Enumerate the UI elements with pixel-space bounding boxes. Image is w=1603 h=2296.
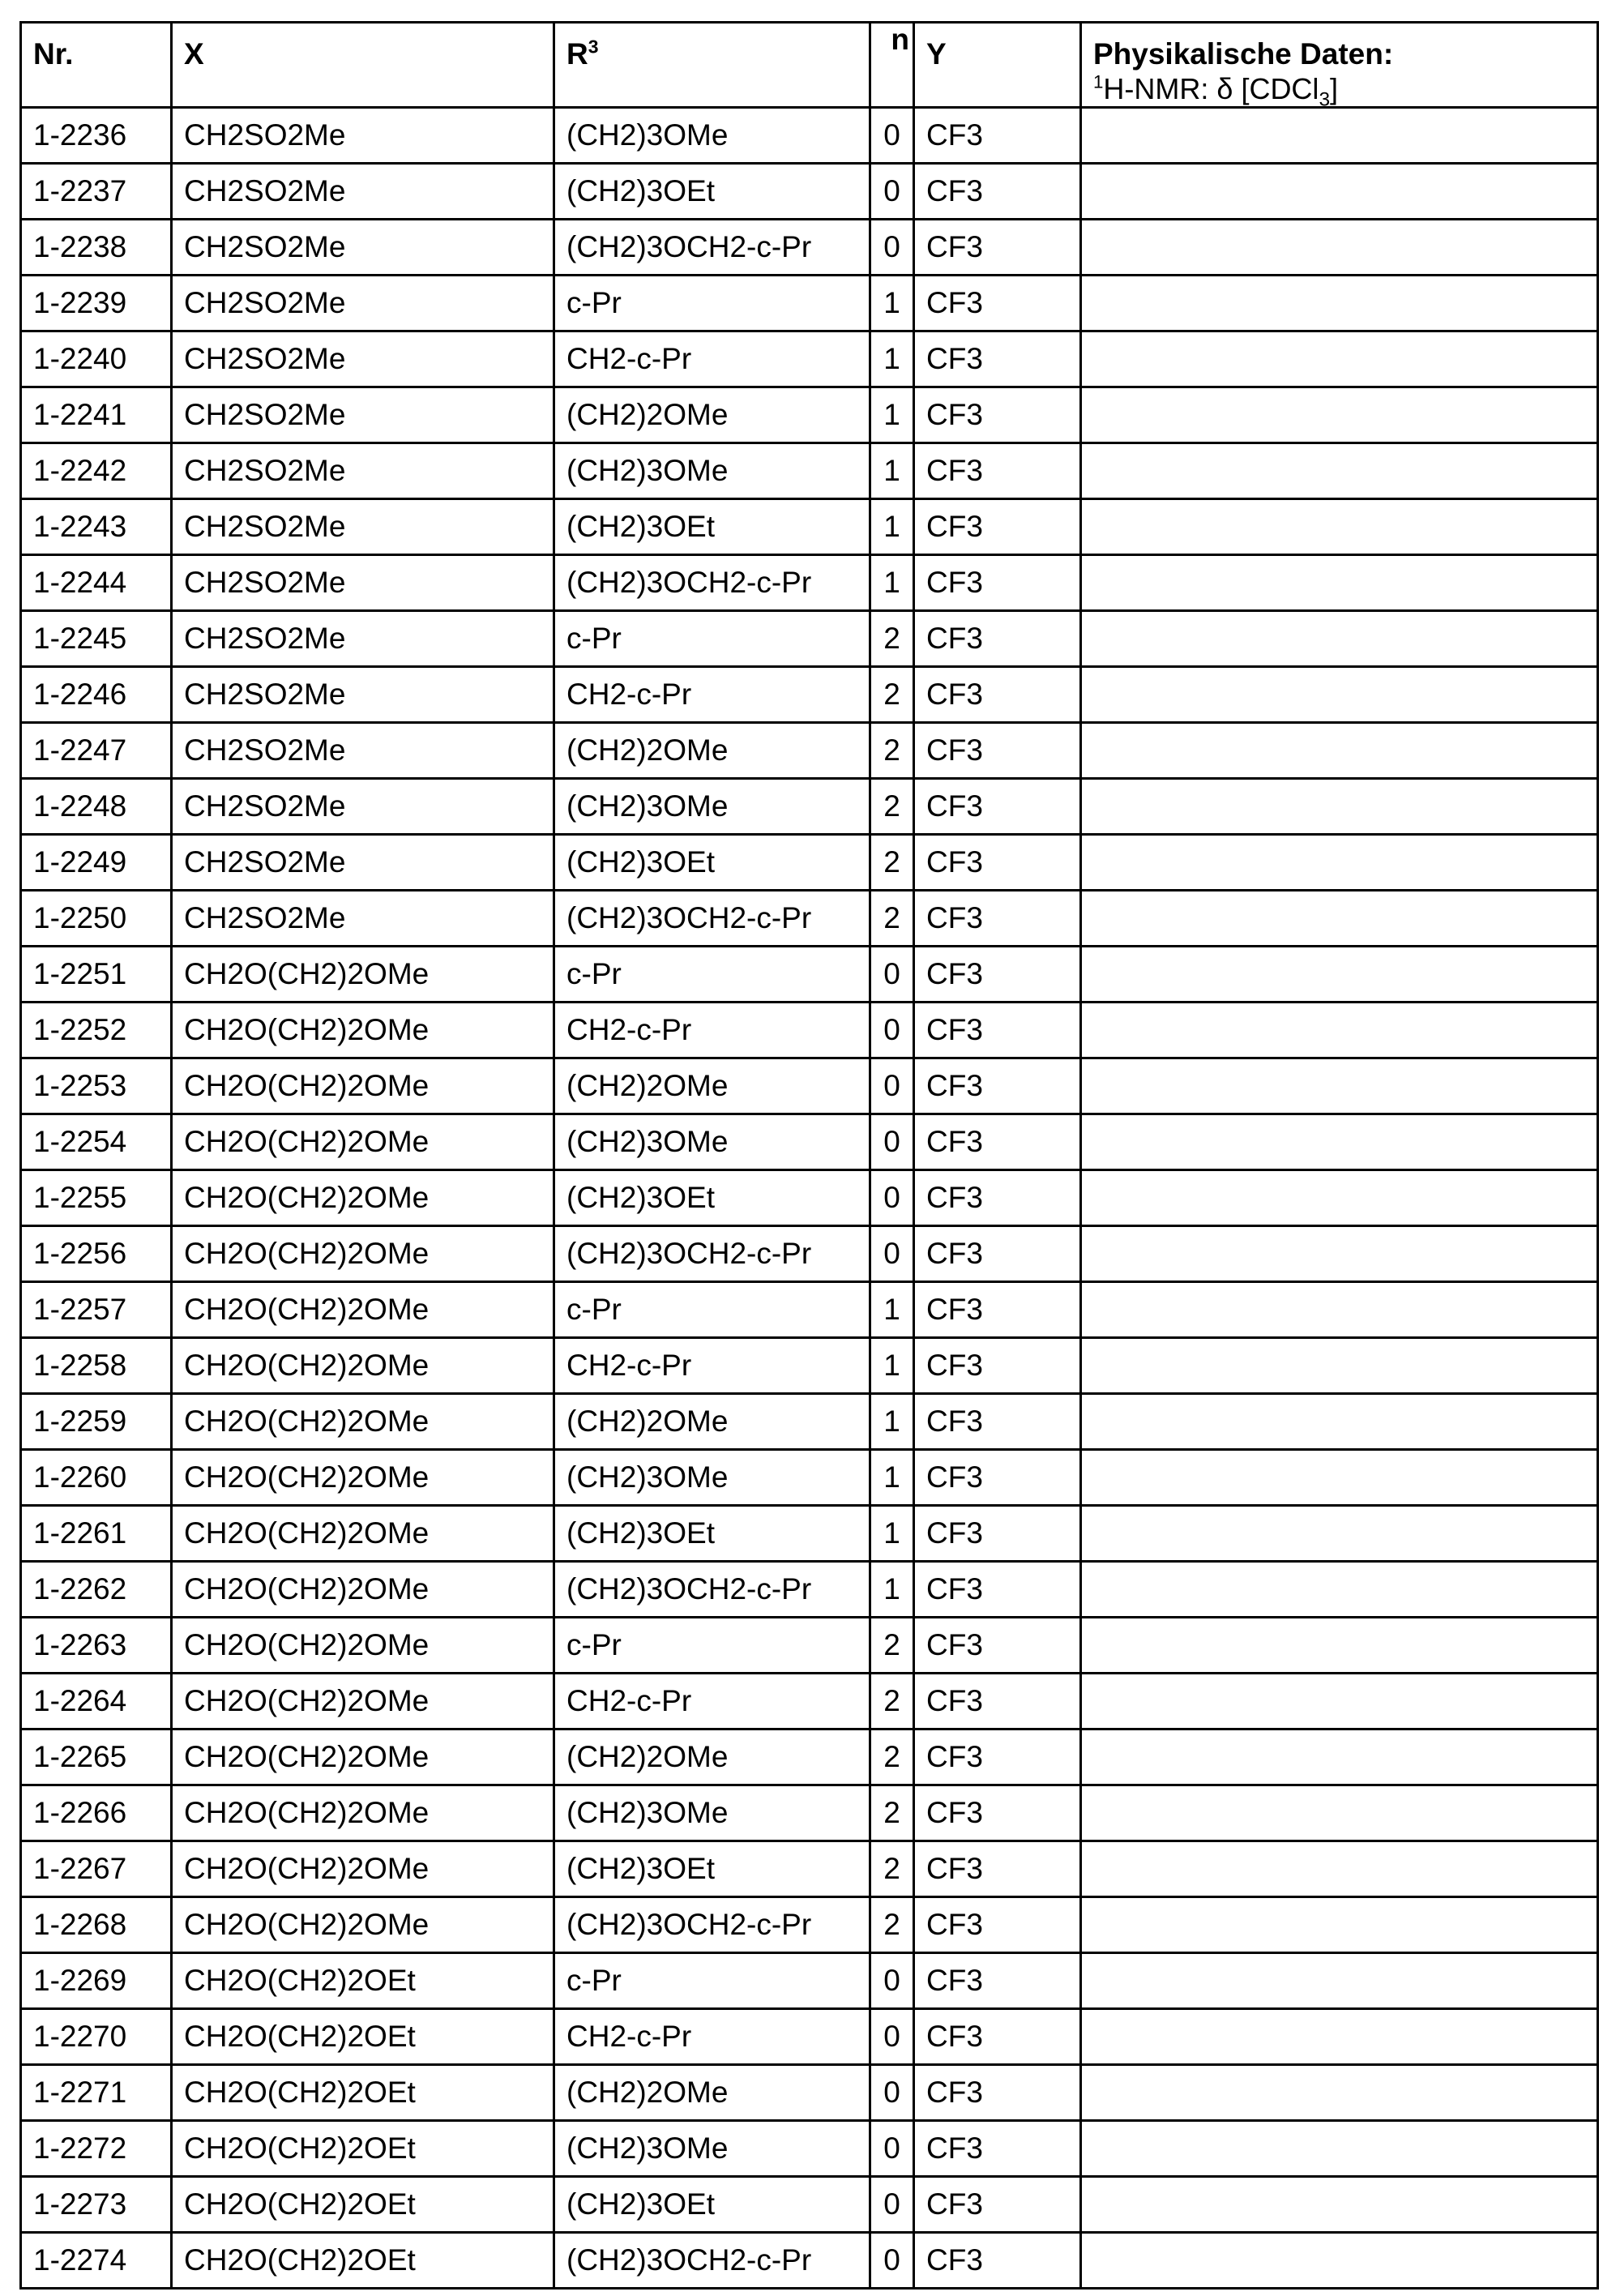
cell-r3: (CH2)2OMe <box>554 1729 870 1785</box>
cell-r3: (CH2)3OEt <box>554 499 870 555</box>
header-row <box>21 23 1598 108</box>
table-row <box>21 499 1598 555</box>
cell-physical-data <box>1081 1003 1598 1058</box>
cell-physical-data <box>1081 2177 1598 2233</box>
cell-y: CF3 <box>914 1282 1081 1338</box>
table-row <box>21 1058 1598 1114</box>
cell-physical-data <box>1081 2009 1598 2065</box>
cell-n: 2 <box>870 611 914 667</box>
cell-nr: 1-2274 <box>21 2233 172 2289</box>
cell-x: CH2SO2Me <box>172 555 554 611</box>
cell-nr: 1-2272 <box>21 2121 172 2177</box>
cell-x: CH2SO2Me <box>172 499 554 555</box>
cell-r3: CH2-c-Pr <box>554 331 870 387</box>
table-row <box>21 2065 1598 2121</box>
cell-y: CF3 <box>914 1226 1081 1282</box>
cell-y: CF3 <box>914 1170 1081 1226</box>
cell-r3: (CH2)2OMe <box>554 1394 870 1450</box>
header-physical-data <box>1081 23 1598 108</box>
cell-x: CH2SO2Me <box>172 387 554 443</box>
cell-nr: 1-2257 <box>21 1282 172 1338</box>
cell-nr: 1-2243 <box>21 499 172 555</box>
cell-physical-data <box>1081 1338 1598 1394</box>
cell-r3: (CH2)3OEt <box>554 1841 870 1897</box>
cell-n: 0 <box>870 164 914 220</box>
header-r3-base: R <box>566 37 588 71</box>
cell-x: CH2SO2Me <box>172 331 554 387</box>
cell-y: CF3 <box>914 1841 1081 1897</box>
cell-n: 0 <box>870 2177 914 2233</box>
cell-nr: 1-2267 <box>21 1841 172 1897</box>
cell-y: CF3 <box>914 1338 1081 1394</box>
cell-n: 1 <box>870 276 914 331</box>
cell-nr: 1-2252 <box>21 1003 172 1058</box>
cell-n: 1 <box>870 443 914 499</box>
cell-r3: (CH2)3OCH2-c-Pr <box>554 2233 870 2289</box>
cell-y: CF3 <box>914 891 1081 947</box>
table-row <box>21 611 1598 667</box>
cell-n: 0 <box>870 220 914 276</box>
cell-r3: c-Pr <box>554 611 870 667</box>
cell-x: CH2O(CH2)2OMe <box>172 1562 554 1618</box>
cell-r3: CH2-c-Pr <box>554 1003 870 1058</box>
cell-r3: (CH2)2OMe <box>554 1058 870 1114</box>
cell-y: CF3 <box>914 1562 1081 1618</box>
cell-x: CH2O(CH2)2OMe <box>172 1450 554 1506</box>
cell-n: 0 <box>870 1003 914 1058</box>
cell-x: CH2O(CH2)2OEt <box>172 2065 554 2121</box>
table-row <box>21 443 1598 499</box>
cell-y: CF3 <box>914 2065 1081 2121</box>
cell-physical-data <box>1081 1450 1598 1506</box>
cell-nr: 1-2239 <box>21 276 172 331</box>
cell-x: CH2O(CH2)2OMe <box>172 947 554 1003</box>
cell-physical-data <box>1081 164 1598 220</box>
cell-x: CH2O(CH2)2OMe <box>172 1170 554 1226</box>
table-row <box>21 1114 1598 1170</box>
cell-nr: 1-2261 <box>21 1506 172 1562</box>
cell-nr: 1-2238 <box>21 220 172 276</box>
cell-nr: 1-2249 <box>21 835 172 891</box>
cell-nr: 1-2237 <box>21 164 172 220</box>
cell-nr: 1-2264 <box>21 1674 172 1729</box>
compound-table <box>19 21 1599 2290</box>
nmr-sub: 3 <box>1319 88 1330 107</box>
cell-n: 1 <box>870 1450 914 1506</box>
cell-x: CH2O(CH2)2OMe <box>172 1114 554 1170</box>
cell-physical-data <box>1081 1282 1598 1338</box>
cell-x: CH2O(CH2)2OMe <box>172 1841 554 1897</box>
table-row <box>21 1338 1598 1394</box>
table-row <box>21 331 1598 387</box>
cell-y: CF3 <box>914 164 1081 220</box>
cell-n: 2 <box>870 779 914 835</box>
cell-r3: (CH2)3OMe <box>554 443 870 499</box>
cell-x: CH2O(CH2)2OMe <box>172 1058 554 1114</box>
cell-y: CF3 <box>914 667 1081 723</box>
cell-physical-data <box>1081 835 1598 891</box>
cell-r3: (CH2)3OMe <box>554 1785 870 1841</box>
cell-y: CF3 <box>914 1897 1081 1953</box>
cell-r3: (CH2)3OCH2-c-Pr <box>554 555 870 611</box>
cell-x: CH2SO2Me <box>172 611 554 667</box>
cell-y: CF3 <box>914 220 1081 276</box>
header-r3-sup: 3 <box>588 36 599 57</box>
cell-n: 0 <box>870 947 914 1003</box>
table-row <box>21 1897 1598 1953</box>
header-r3 <box>554 23 870 108</box>
cell-physical-data <box>1081 947 1598 1003</box>
table-row <box>21 1785 1598 1841</box>
cell-n: 2 <box>870 667 914 723</box>
cell-x: CH2O(CH2)2OEt <box>172 2233 554 2289</box>
cell-n: 2 <box>870 1841 914 1897</box>
cell-y: CF3 <box>914 1729 1081 1785</box>
cell-nr: 1-2258 <box>21 1338 172 1394</box>
cell-y: CF3 <box>914 1618 1081 1674</box>
cell-x: CH2SO2Me <box>172 220 554 276</box>
cell-r3: c-Pr <box>554 947 870 1003</box>
cell-nr: 1-2245 <box>21 611 172 667</box>
cell-physical-data <box>1081 1170 1598 1226</box>
cell-n: 2 <box>870 1618 914 1674</box>
cell-y: CF3 <box>914 387 1081 443</box>
cell-y: CF3 <box>914 1003 1081 1058</box>
cell-y: CF3 <box>914 611 1081 667</box>
table-row <box>21 667 1598 723</box>
cell-nr: 1-2242 <box>21 443 172 499</box>
cell-r3: CH2-c-Pr <box>554 1674 870 1729</box>
cell-r3: CH2-c-Pr <box>554 2009 870 2065</box>
cell-y: CF3 <box>914 2009 1081 2065</box>
header-y: Y <box>914 23 1081 108</box>
table-row <box>21 1170 1598 1226</box>
cell-nr: 1-2259 <box>21 1394 172 1450</box>
table-row <box>21 164 1598 220</box>
cell-y: CF3 <box>914 2177 1081 2233</box>
cell-physical-data <box>1081 2065 1598 2121</box>
cell-x: CH2O(CH2)2OMe <box>172 1785 554 1841</box>
nmr-sup: 1 <box>1093 71 1103 92</box>
cell-x: CH2O(CH2)2OMe <box>172 1897 554 1953</box>
cell-r3: (CH2)3OMe <box>554 2121 870 2177</box>
cell-r3: (CH2)2OMe <box>554 723 870 779</box>
cell-r3: (CH2)3OCH2-c-Pr <box>554 891 870 947</box>
cell-y: CF3 <box>914 1674 1081 1729</box>
cell-nr: 1-2240 <box>21 331 172 387</box>
cell-physical-data <box>1081 611 1598 667</box>
cell-physical-data <box>1081 499 1598 555</box>
cell-nr: 1-2254 <box>21 1114 172 1170</box>
cell-x: CH2SO2Me <box>172 443 554 499</box>
table-row <box>21 1282 1598 1338</box>
cell-physical-data <box>1081 1897 1598 1953</box>
cell-n: 0 <box>870 1170 914 1226</box>
cell-r3: (CH2)3OEt <box>554 2177 870 2233</box>
cell-r3: (CH2)3OEt <box>554 835 870 891</box>
cell-n: 0 <box>870 2065 914 2121</box>
cell-nr: 1-2265 <box>21 1729 172 1785</box>
nmr-end: ] <box>1330 72 1338 105</box>
cell-nr: 1-2250 <box>21 891 172 947</box>
table-row <box>21 1506 1598 1562</box>
cell-y: CF3 <box>914 2233 1081 2289</box>
cell-n: 0 <box>870 108 914 164</box>
table-row <box>21 891 1598 947</box>
cell-nr: 1-2253 <box>21 1058 172 1114</box>
table-row <box>21 2177 1598 2233</box>
cell-physical-data <box>1081 443 1598 499</box>
cell-nr: 1-2263 <box>21 1618 172 1674</box>
cell-r3: (CH2)3OEt <box>554 1170 870 1226</box>
cell-x: CH2O(CH2)2OMe <box>172 1506 554 1562</box>
cell-physical-data <box>1081 667 1598 723</box>
cell-n: 2 <box>870 1674 914 1729</box>
table-row <box>21 2121 1598 2177</box>
cell-n: 2 <box>870 1729 914 1785</box>
cell-physical-data <box>1081 1953 1598 2009</box>
cell-nr: 1-2256 <box>21 1226 172 1282</box>
cell-nr: 1-2271 <box>21 2065 172 2121</box>
cell-r3: (CH2)3OMe <box>554 108 870 164</box>
table-row <box>21 2009 1598 2065</box>
cell-r3: (CH2)3OCH2-c-Pr <box>554 1562 870 1618</box>
cell-physical-data <box>1081 1506 1598 1562</box>
cell-n: 0 <box>870 2233 914 2289</box>
cell-physical-data <box>1081 1058 1598 1114</box>
cell-nr: 1-2251 <box>21 947 172 1003</box>
cell-x: CH2O(CH2)2OMe <box>172 1618 554 1674</box>
cell-n: 0 <box>870 1226 914 1282</box>
cell-x: CH2SO2Me <box>172 779 554 835</box>
nmr-text: H-NMR: δ [CDCl <box>1103 72 1319 105</box>
cell-r3: (CH2)3OCH2-c-Pr <box>554 1226 870 1282</box>
cell-n: 2 <box>870 1785 914 1841</box>
cell-n: 1 <box>870 1506 914 1562</box>
cell-n: 2 <box>870 723 914 779</box>
cell-y: CF3 <box>914 108 1081 164</box>
cell-y: CF3 <box>914 555 1081 611</box>
cell-x: CH2SO2Me <box>172 835 554 891</box>
cell-n: 1 <box>870 1562 914 1618</box>
cell-x: CH2SO2Me <box>172 723 554 779</box>
table-row <box>21 1450 1598 1506</box>
cell-r3: c-Pr <box>554 1953 870 2009</box>
cell-nr: 1-2266 <box>21 1785 172 1841</box>
cell-y: CF3 <box>914 331 1081 387</box>
cell-n: 0 <box>870 2121 914 2177</box>
cell-physical-data <box>1081 1114 1598 1170</box>
cell-x: CH2SO2Me <box>172 891 554 947</box>
cell-r3: (CH2)3OEt <box>554 164 870 220</box>
header-x: X <box>172 23 554 108</box>
cell-physical-data <box>1081 2121 1598 2177</box>
cell-physical-data <box>1081 891 1598 947</box>
cell-n: 1 <box>870 555 914 611</box>
table-row <box>21 1394 1598 1450</box>
cell-y: CF3 <box>914 1450 1081 1506</box>
cell-x: CH2O(CH2)2OEt <box>172 1953 554 2009</box>
table-row <box>21 1953 1598 2009</box>
cell-x: CH2SO2Me <box>172 276 554 331</box>
table-row <box>21 220 1598 276</box>
cell-nr: 1-2236 <box>21 108 172 164</box>
cell-physical-data <box>1081 1729 1598 1785</box>
header-phys-title: Physikalische Daten: <box>1093 37 1393 71</box>
cell-r3: (CH2)2OMe <box>554 2065 870 2121</box>
cell-x: CH2O(CH2)2OMe <box>172 1003 554 1058</box>
cell-x: CH2O(CH2)2OEt <box>172 2009 554 2065</box>
cell-r3: (CH2)3OMe <box>554 1114 870 1170</box>
cell-n: 1 <box>870 499 914 555</box>
cell-y: CF3 <box>914 1058 1081 1114</box>
cell-x: CH2O(CH2)2OMe <box>172 1282 554 1338</box>
cell-nr: 1-2241 <box>21 387 172 443</box>
cell-r3: (CH2)2OMe <box>554 387 870 443</box>
cell-x: CH2O(CH2)2OMe <box>172 1394 554 1450</box>
cell-nr: 1-2268 <box>21 1897 172 1953</box>
cell-x: CH2O(CH2)2OMe <box>172 1729 554 1785</box>
cell-r3: (CH2)3OMe <box>554 1450 870 1506</box>
cell-n: 0 <box>870 1953 914 2009</box>
cell-y: CF3 <box>914 1506 1081 1562</box>
cell-nr: 1-2244 <box>21 555 172 611</box>
table-row <box>21 1674 1598 1729</box>
cell-nr: 1-2273 <box>21 2177 172 2233</box>
cell-y: CF3 <box>914 276 1081 331</box>
cell-physical-data <box>1081 779 1598 835</box>
cell-x: CH2SO2Me <box>172 667 554 723</box>
cell-x: CH2SO2Me <box>172 108 554 164</box>
cell-nr: 1-2248 <box>21 779 172 835</box>
cell-r3: c-Pr <box>554 276 870 331</box>
table-row <box>21 835 1598 891</box>
cell-physical-data <box>1081 108 1598 164</box>
cell-physical-data <box>1081 1785 1598 1841</box>
cell-x: CH2O(CH2)2OEt <box>172 2177 554 2233</box>
cell-physical-data <box>1081 1226 1598 1282</box>
cell-physical-data <box>1081 276 1598 331</box>
table-row <box>21 387 1598 443</box>
cell-physical-data <box>1081 2233 1598 2289</box>
cell-r3: CH2-c-Pr <box>554 667 870 723</box>
cell-physical-data <box>1081 1674 1598 1729</box>
cell-y: CF3 <box>914 835 1081 891</box>
cell-n: 2 <box>870 1897 914 1953</box>
cell-nr: 1-2246 <box>21 667 172 723</box>
cell-y: CF3 <box>914 723 1081 779</box>
cell-y: CF3 <box>914 1394 1081 1450</box>
cell-x: CH2SO2Me <box>172 164 554 220</box>
cell-nr: 1-2269 <box>21 1953 172 2009</box>
cell-r3: c-Pr <box>554 1282 870 1338</box>
header-n: n <box>870 23 914 108</box>
cell-r3: (CH2)3OCH2-c-Pr <box>554 1897 870 1953</box>
cell-physical-data <box>1081 220 1598 276</box>
cell-nr: 1-2247 <box>21 723 172 779</box>
cell-n: 0 <box>870 2009 914 2065</box>
cell-r3: (CH2)3OEt <box>554 1506 870 1562</box>
cell-physical-data <box>1081 1841 1598 1897</box>
cell-n: 2 <box>870 835 914 891</box>
cell-y: CF3 <box>914 2121 1081 2177</box>
cell-physical-data <box>1081 1562 1598 1618</box>
cell-y: CF3 <box>914 1114 1081 1170</box>
cell-r3: (CH2)3OCH2-c-Pr <box>554 220 870 276</box>
table-row <box>21 1562 1598 1618</box>
table-row <box>21 1729 1598 1785</box>
cell-r3: (CH2)3OMe <box>554 779 870 835</box>
cell-physical-data <box>1081 1394 1598 1450</box>
cell-n: 0 <box>870 1114 914 1170</box>
cell-n: 1 <box>870 1394 914 1450</box>
table-row <box>21 1841 1598 1897</box>
cell-physical-data <box>1081 331 1598 387</box>
table-row <box>21 723 1598 779</box>
cell-physical-data <box>1081 1618 1598 1674</box>
table-body <box>21 108 1598 2289</box>
table-row <box>21 2233 1598 2289</box>
cell-y: CF3 <box>914 1953 1081 2009</box>
cell-nr: 1-2260 <box>21 1450 172 1506</box>
cell-y: CF3 <box>914 499 1081 555</box>
cell-y: CF3 <box>914 443 1081 499</box>
cell-nr: 1-2255 <box>21 1170 172 1226</box>
cell-x: CH2O(CH2)2OEt <box>172 2121 554 2177</box>
cell-n: 1 <box>870 1338 914 1394</box>
cell-physical-data <box>1081 555 1598 611</box>
table-row <box>21 108 1598 164</box>
cell-y: CF3 <box>914 779 1081 835</box>
cell-n: 0 <box>870 1058 914 1114</box>
table-row <box>21 947 1598 1003</box>
table-row <box>21 276 1598 331</box>
cell-r3: c-Pr <box>554 1618 870 1674</box>
cell-nr: 1-2262 <box>21 1562 172 1618</box>
table-row <box>21 1003 1598 1058</box>
cell-physical-data <box>1081 723 1598 779</box>
cell-x: CH2O(CH2)2OMe <box>172 1338 554 1394</box>
cell-y: CF3 <box>914 947 1081 1003</box>
cell-n: 1 <box>870 387 914 443</box>
table-row <box>21 1226 1598 1282</box>
cell-physical-data <box>1081 387 1598 443</box>
table-row <box>21 1618 1598 1674</box>
cell-n: 1 <box>870 1282 914 1338</box>
header-phys-nmr <box>1093 73 1585 105</box>
cell-x: CH2O(CH2)2OMe <box>172 1226 554 1282</box>
header-nr: Nr. <box>21 23 172 108</box>
cell-y: CF3 <box>914 1785 1081 1841</box>
cell-x: CH2O(CH2)2OMe <box>172 1674 554 1729</box>
table-row <box>21 779 1598 835</box>
table-row <box>21 555 1598 611</box>
cell-n: 1 <box>870 331 914 387</box>
cell-nr: 1-2270 <box>21 2009 172 2065</box>
cell-r3: CH2-c-Pr <box>554 1338 870 1394</box>
cell-n: 2 <box>870 891 914 947</box>
